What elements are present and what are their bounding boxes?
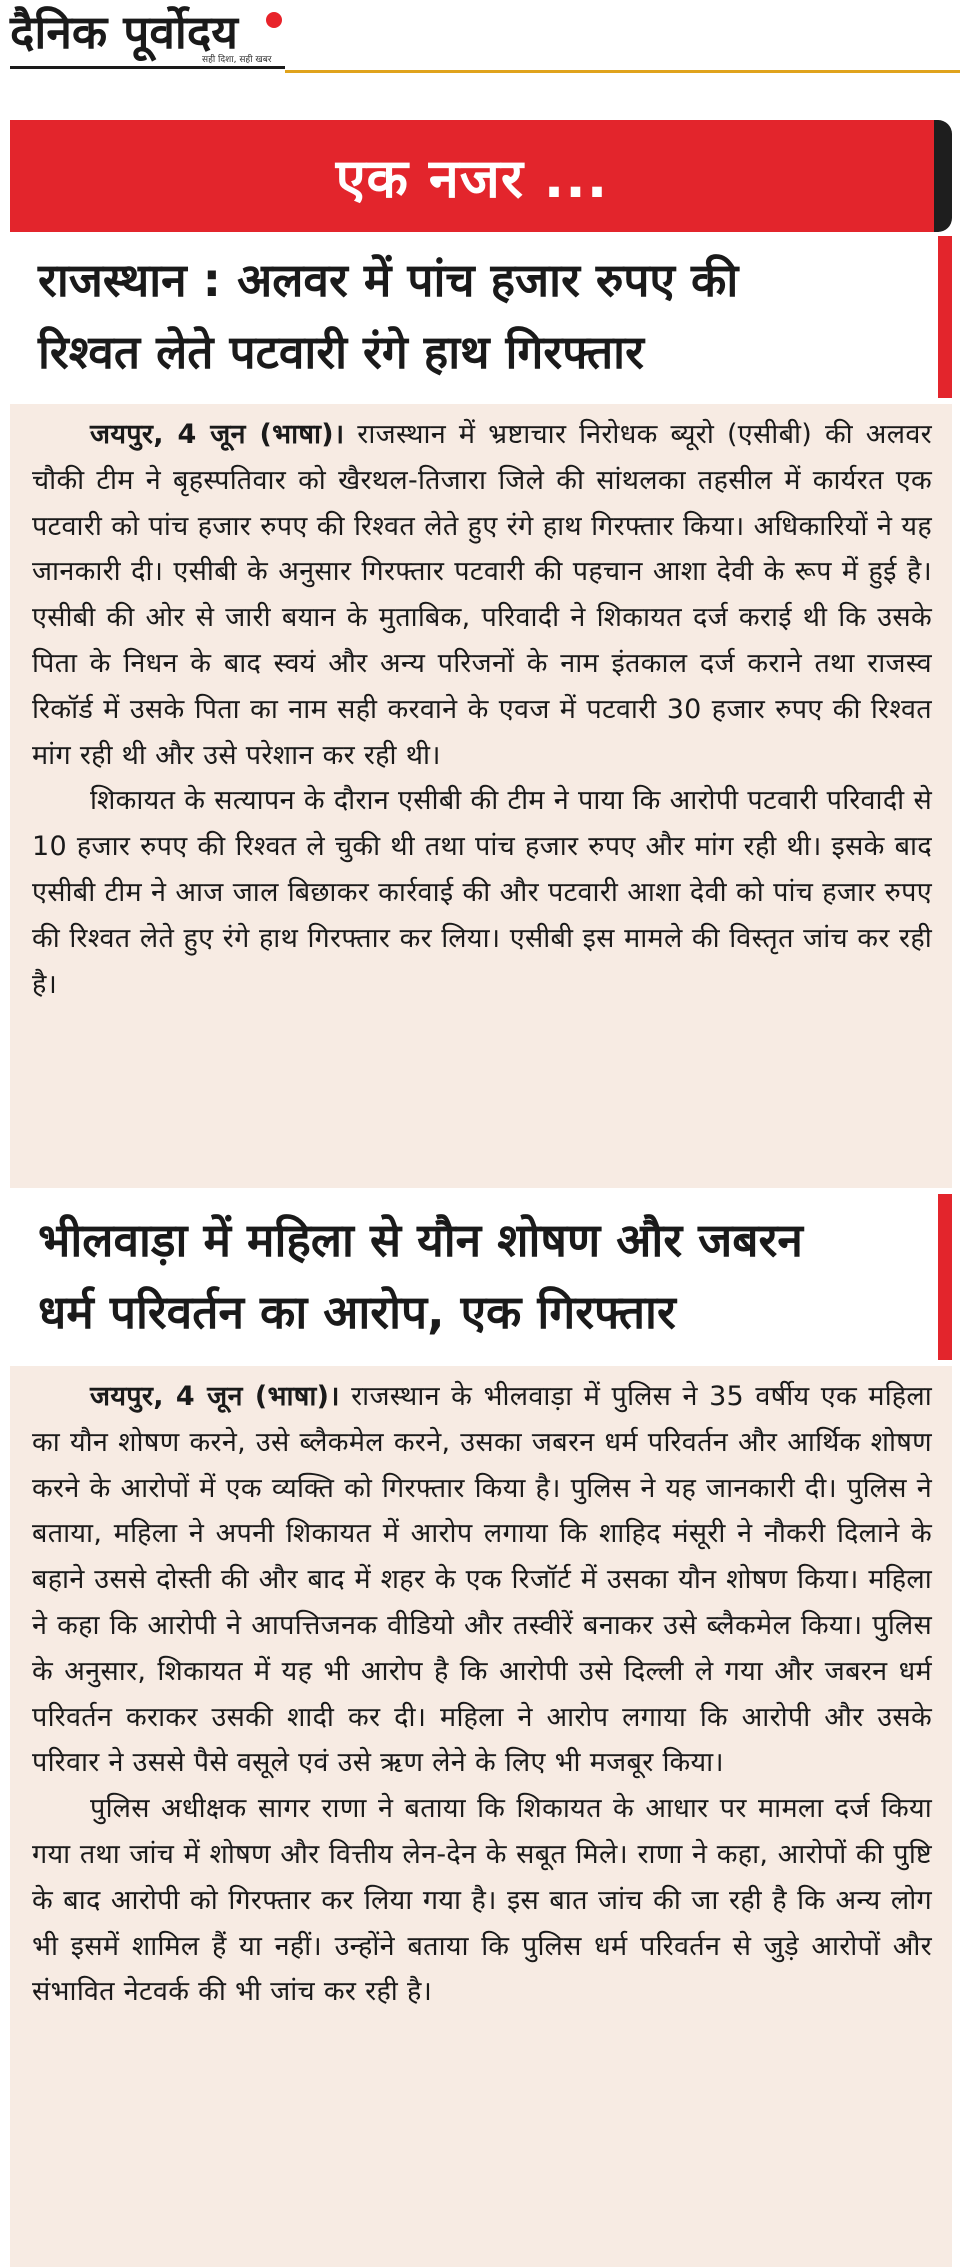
article-2-body <box>10 1366 952 2267</box>
section-banner <box>10 120 952 232</box>
logo-underline <box>10 66 285 69</box>
newspaper-logo: दैनिक पूर्वोदय <box>10 5 238 59</box>
article-2-paragraph-1-text: राजस्थान के भीलवाड़ा में पुलिस ने 35 वर्षीय एक महिला का यौन शोषण करने, उसे ब्लैकमेल करने, उसका जबरन धर्म परिवर्तन और आर्थिक शोषण करने के आरोपों में एक व्यक्ति को गिरफ्तार किया है। पुलिस ने यह जानकारी दी। पुलिस ने बताया, महिला ने अपनी शिकायत में आरोप लगाया कि शाहिद मंसूरी ने नौकरी दिलाने के बहाने उससे दोस्ती की और बाद में शहर के एक रिजॉर्ट में उसका यौन शोषण किया। महिला ने कहा कि आरोपी ने आपत्तिजनक वीडियो और तस्वीरें बनाकर उसे ब्लैकमेल किया। पुलिस के अनुसार, शिकायत में यह भी आरोप है कि आरोपी उसे दिल्ली ले गया और जबरन धर्म परिवर्तन कराकर उसकी शादी कर दी। महिला ने आरोप लगाया कि आरोपी और उसके परिवार ने उससे पैसे वसूले एवं उसे ऋण लेने के लिए भी मजबूर किया। <box>32 1381 933 1779</box>
article-2-paragraph-2: पुलिस अधीक्षक सागर राणा ने बताया कि शिकायत के आधार पर मामला दर्ज किया गया तथा जांच में शोषण और वित्तीय लेन-देन के सबूत मिले। राणा ने कहा, आरोपों की पुष्टि के बाद आरोपी को गिरफ्तार कर लिया गया है। इस बात जांच की जा रही है कि अन्य लोग भी इसमें शामिल हैं या नहीं। उन्होंने बताया कि पुलिस धर्म परिवर्तन से जुड़े आरोपों और संभावित नेटवर्क की भी जांच कर रही है। <box>32 1793 932 2008</box>
logo-dot-icon <box>266 12 282 28</box>
header-rule <box>285 70 960 73</box>
article-2-dateline: जयपुर, 4 जून (भाषा)। <box>90 1381 340 1412</box>
article-1-paragraph-2: शिकायत के सत्यापन के दौरान एसीबी की टीम ने पाया कि आरोपी पटवारी परिवादी से 10 हजार रुपए की रिश्वत ले चुकी थी तथा पांच हजार रुपए और मांग रही थी। इसके बाद एसीबी टीम ने आज जाल बिछाकर कार्रवाई की और पटवारी आशा देवी को पांच हजार रुपए की रिश्वत लेते हुए रंगे हाथ गिरफ्तार कर लिया। एसीबी इस मामले की विस्तृत जांच कर रही है। <box>32 785 932 1000</box>
article-1-headline-line2: रिश्वत लेते पटवारी रंगे हाथ गिरफ्तार <box>38 325 644 379</box>
masthead <box>0 0 974 80</box>
article-1-dateline: जयपुर, 4 जून (भाषा)। <box>90 419 345 450</box>
article-2-headline-line1: भीलवाड़ा में महिला से यौन शोषण और जबरन <box>38 1213 803 1267</box>
article-1-paragraph-1-text: राजस्थान में भ्रष्टाचार निरोधक ब्यूरो (एसीबी) की अलवर चौकी टीम ने बृहस्पतिवार को खैरथल-तिजारा जिले की सांथलका तहसील में कार्यरत एक पटवारी को पांच हजार रुपए की रिश्वत लेते हुए रंगे हाथ गिरफ्तार किया। अधिकारियों ने यह जानकारी दी। एसीबी के अनुसार गिरफ्तार पटवारी की पहचान आशा देवी के रूप में हुई है। एसीबी की ओर से जारी बयान के मुताबिक, परिवादी ने शिकायत दर्ज कराई थी कि उसके पिता के निधन के बाद स्वयं और अन्य परिजनों के नाम इंतकाल दर्ज कराने तथा राजस्व रिकॉर्ड में उसके पिता का नाम सही करवाने के एवज में पटवारी 30 हजार रुपए की रिश्वत मांग रही थी और उसे परेशान कर रही थी। <box>32 419 932 771</box>
article-1-headline-line1: राजस्थान : अलवर में पांच हजार रुपए की <box>38 253 739 307</box>
article-1-headline <box>10 236 952 398</box>
article-2-headline-line2: धर्म परिवर्तन का आरोप, एक गिरफ्तार <box>38 1285 676 1339</box>
section-banner-title: एक नजर ... <box>335 147 609 210</box>
article-1-body <box>10 404 952 1188</box>
article-1-paragraph-1 <box>32 412 932 778</box>
logo-tagline: सही दिशा, सही खबर <box>202 55 272 65</box>
article-2-headline <box>10 1194 952 1360</box>
article-2-paragraph-1 <box>32 1374 932 1786</box>
